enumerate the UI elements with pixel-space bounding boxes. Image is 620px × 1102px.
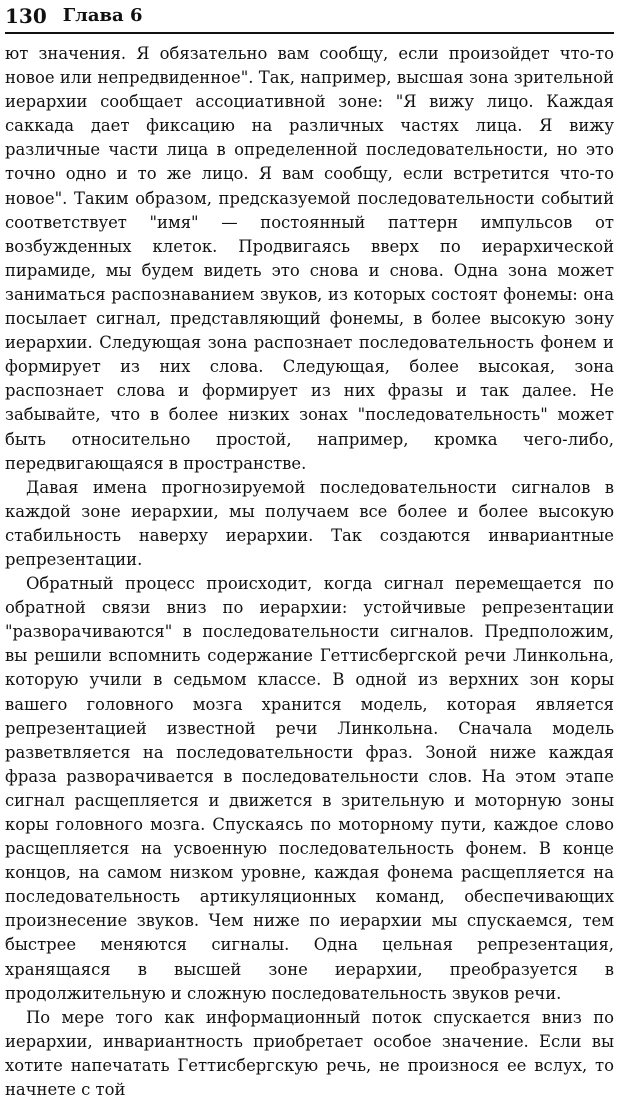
- paragraph: Обратный процесс происходит, когда сигнал перемещается по обратной связи вниз по иерархии: устойчивые репрезентации "разворачиваются" в последовательности сигналов. Предположим, вы решили вспомнить содержание Геттисбергской речи Линкольна, которую учили в седьмом классе. В одной из верхних зон коры вашего головного мозга хранится модель, которая является репрезентацией известной речи Линкольна. Сначала модель разветвляется на последовательности фраз. Зоной ниже каждая фраза разворачивается в последовательности слов. На этом этапе сигнал расщепляется и движется в зрительную и моторную зоны коры головного мозга. Спускаясь по моторному пути, каждое слово расщепляется на усвоенную последовательность фонем. В конце концов, на самом низком уровне, каждая фонема расщепляется на последовательность артикуляционных команд, обеспечивающих произнесение звуков. Чем ниже по иерархии мы спускаемся, тем быстрее меняются сигналы. Одна цельная репрезентация, хранящаяся в высшей зоне иерархии, преобразуется в продолжительную и сложную последовательность звуков речи.: [5, 574, 614, 1003]
- paragraph: Давая имена прогнозируемой последовательности сигналов в каждой зоне иерархии, мы получаем все более и более высокую стабильность наверху иерархии. Так создаются инвариантные репрезентации.: [5, 477, 614, 569]
- running-head: [5, 0, 614, 34]
- body-text: [5, 42, 614, 1102]
- paragraph-continued: ют значения. Я обязательно вам сообщу, если произойдет что-то новое или непредвиденное". Так, например, высшая зона зрительной иерархии сообщает ассоциативной зоне: "Я вижу лицо. Каждая саккада дает фиксацию на различных частях лица. Я вижу различные части лица в определенной последовательности, но это точно одно и то же лицо. Я вам сообщу, если встретится что-то новое". Таким образом, предсказуемой последовательности событий соответствует "имя" — постоянный паттерн импульсов от возбужденных клеток. Продвигаясь вверх по иерархической пирамиде, мы будем видеть это снова и снова. Одна зона может заниматься распознаванием звуков, из которых состоят фонемы: она посылает сигнал, представляющий фонемы, в более высокую зону иерархии. Следующая зона распознает последовательность фонем и формирует из них слова. Следующая, более высокая, зона распознает слова и формирует из них фразы и так далее. Не забывайте, что в более низких зонах "последовательность" может быть относительно простой, например, кромка чего-либо, передвигающаяся в пространстве.: [5, 44, 614, 473]
- page-number: 130: [5, 4, 47, 28]
- paragraph: По мере того как информационный поток спускается вниз по иерархии, инвариантность приобретает особое значение. Если вы хотите напечатать Геттисбергскую речь, не произнося ее вслух, то начнете с той: [5, 1007, 614, 1100]
- chapter-title: Глава 6: [62, 5, 143, 26]
